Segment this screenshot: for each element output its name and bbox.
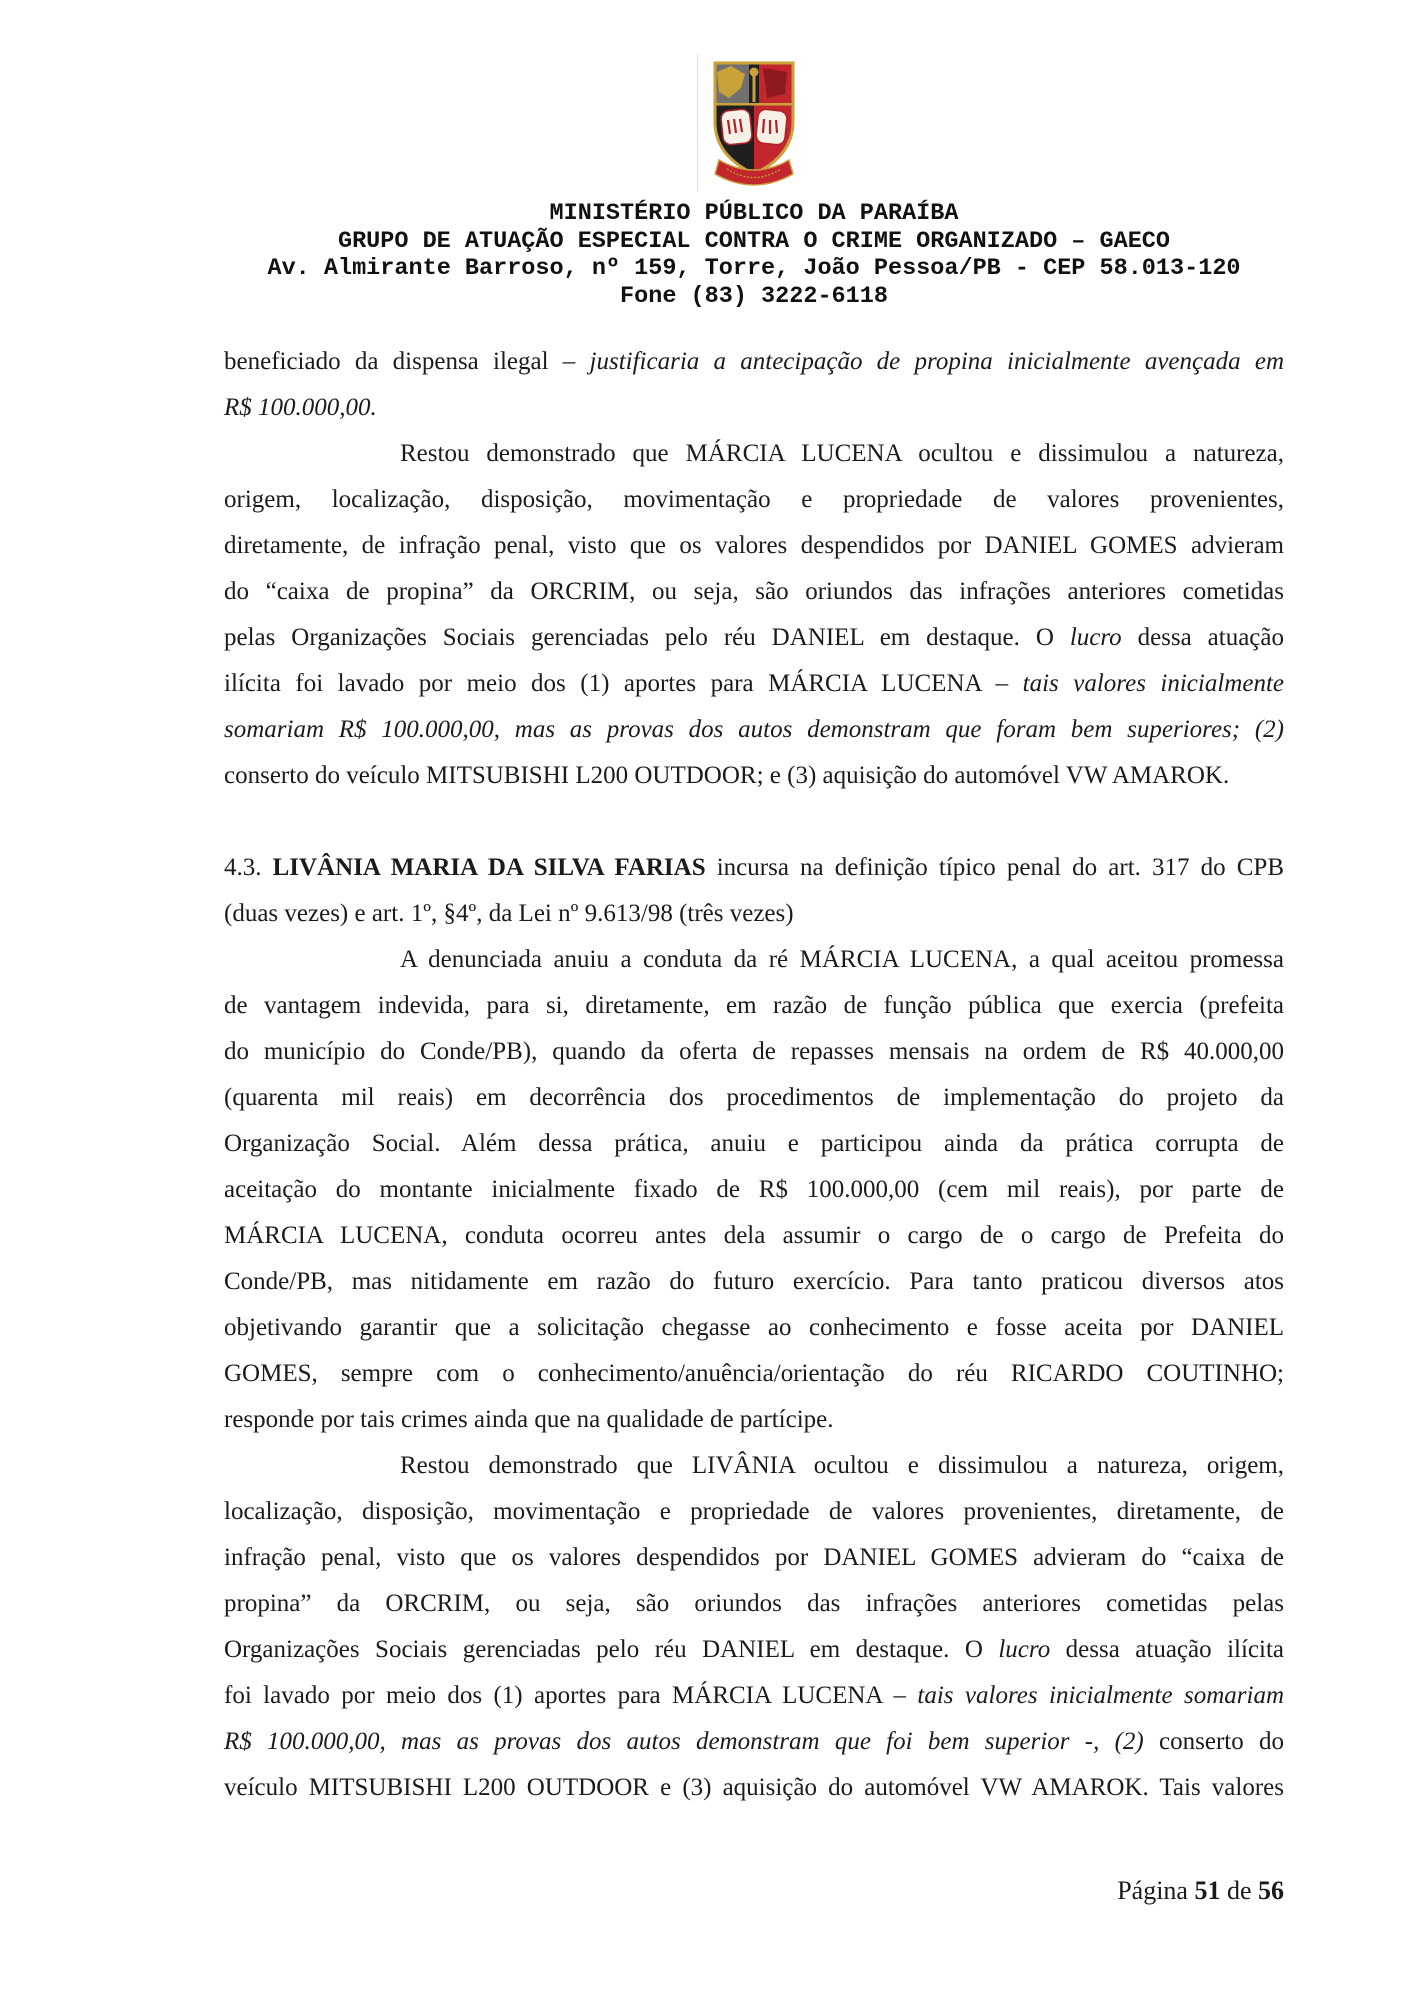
text-line	[224, 569, 1284, 615]
text-run: aceitação do montante inicialmente fixado de R$ 100.000,00 (cem mil reais), por parte de	[224, 1176, 1284, 1203]
italic-text: R$ 100.000,00.	[224, 394, 377, 421]
text-run: diretamente, de infração penal, visto que os valores despendidos por DANIEL GOMES advieram	[224, 532, 1284, 559]
text-run: propina” da ORCRIM, ou seja, são oriundos das infrações anteriores cometidas pelas	[224, 1590, 1284, 1617]
line-text	[224, 1268, 1284, 1295]
text-run: de vantagem indevida, para si, diretamente, em razão de função pública que exercia (prefeita	[224, 992, 1284, 1019]
text-line	[224, 1581, 1284, 1627]
line-text	[224, 1544, 1284, 1571]
line-text	[224, 1728, 1284, 1755]
paragraph-livania-corruption	[224, 937, 1284, 1443]
text-run: pelas Organizações Sociais gerenciadas pelo réu DANIEL em destaque. O	[224, 624, 1070, 651]
text-run: ilícita foi lavado por meio dos (1) aportes para MÁRCIA LUCENA –	[224, 670, 1023, 697]
total-pages: 56	[1258, 1876, 1284, 1905]
line-text	[224, 716, 1284, 743]
italic-text: somariam R$ 100.000,00, mas as provas dos autos demonstram que foram bem superiores; (2)	[224, 716, 1284, 743]
line-text	[224, 762, 1229, 789]
line-text	[224, 1130, 1284, 1157]
text-run: foi lavado por meio dos (1) aportes para MÁRCIA LUCENA –	[224, 1682, 918, 1709]
phone: Fone (83) 3222-6118	[620, 283, 888, 311]
text-run: Conde/PB, mas nitidamente em razão do futuro exercício. Para tanto praticou diversos atos	[224, 1268, 1284, 1295]
bold-text: LIVÂNIA MARIA DA SILVA FARIAS	[272, 854, 706, 881]
text-run: responde por tais crimes ainda que na qualidade de partícipe.	[224, 1406, 834, 1433]
paragraph-livania-laundering	[224, 1443, 1284, 1811]
text-line	[224, 661, 1284, 707]
text-line	[224, 937, 1284, 983]
text-line	[224, 1213, 1284, 1259]
text-line	[224, 1121, 1284, 1167]
page-of: de	[1226, 1876, 1252, 1905]
text-line	[224, 1305, 1284, 1351]
text-line	[224, 615, 1284, 661]
italic-text: R$ 100.000,00, mas as provas dos autos demonstram que foi bem superior -, (2)	[224, 1728, 1144, 1755]
line-text	[224, 486, 1284, 513]
text-line	[224, 431, 1284, 477]
text-line	[224, 707, 1284, 753]
line-text	[400, 946, 1284, 973]
line-text	[224, 348, 1284, 375]
italic-text: lucro	[1069, 624, 1122, 651]
text-line	[224, 1351, 1284, 1397]
text-line	[224, 339, 1284, 385]
text-line	[224, 753, 1284, 799]
text-line	[224, 1535, 1284, 1581]
line-text	[224, 1636, 1284, 1663]
text-line	[224, 1443, 1284, 1489]
italic-text: tais valores inicialmente	[1022, 670, 1284, 697]
line-text	[224, 532, 1284, 559]
paragraph-marcia-laundering	[224, 431, 1284, 799]
text-line	[224, 1397, 1284, 1443]
text-run: MÁRCIA LUCENA, conduta ocorreu antes dela assumir o cargo de o cargo de Prefeita do	[224, 1222, 1284, 1249]
text-run: conserto do	[1143, 1728, 1284, 1755]
line-text	[224, 854, 1284, 881]
text-line	[224, 983, 1284, 1029]
line-text	[224, 1084, 1284, 1111]
text-run: do município do Conde/PB), quando da oferta de repasses mensais na ordem de R$ 40.000,00	[224, 1038, 1284, 1065]
line-text	[224, 1038, 1284, 1065]
italic-text: justificaria a antecipação de propina inicialmente avençada em	[589, 348, 1285, 375]
line-text	[224, 1682, 1284, 1709]
text-line	[224, 1489, 1284, 1535]
text-run: do “caixa de propina” da ORCRIM, ou seja, são oriundos das infrações anteriores cometidas	[224, 578, 1284, 605]
italic-text: lucro	[998, 1636, 1051, 1663]
line-text	[224, 1498, 1284, 1525]
text-run: (duas vezes) e art. 1º, §4º, da Lei nº 9.613/98 (três vezes)	[224, 900, 794, 927]
text-run: dessa atuação	[1121, 624, 1284, 651]
page-label: Página	[1117, 1876, 1188, 1905]
line-text	[224, 1314, 1284, 1341]
line-text	[224, 1774, 1284, 1801]
line-text	[224, 1360, 1284, 1387]
text-run: beneficiado da dispensa ilegal –	[224, 348, 590, 375]
crest-torch	[750, 68, 759, 77]
crest-graphic	[707, 58, 801, 194]
line-text	[224, 1590, 1284, 1617]
crest-tablet-left	[720, 109, 752, 146]
text-line	[224, 1719, 1284, 1765]
text-run: localização, disposição, movimentação e propriedade de valores provenientes, diretamente, de	[224, 1498, 1284, 1525]
line-text	[400, 440, 1284, 467]
text-line	[224, 1029, 1284, 1075]
line-text	[224, 1222, 1284, 1249]
text-run: (quarenta mil reais) em decorrência dos procedimentos de implementação do projeto da	[224, 1084, 1284, 1111]
text-line	[224, 1167, 1284, 1213]
paragraph-continuation	[224, 339, 1284, 431]
text-run: 4.3.	[224, 854, 273, 881]
text-run: infração penal, visto que os valores despendidos por DANIEL GOMES advieram do “caixa de	[224, 1544, 1284, 1571]
address: Av. Almirante Barroso, nº 159, Torre, João Pessoa/PB - CEP 58.013-120	[267, 255, 1241, 283]
crest-tablet-right	[755, 109, 787, 146]
section-heading-4-3	[224, 845, 1284, 937]
text-run: Restou demonstrado que MÁRCIA LUCENA ocultou e dissimulou a natureza,	[400, 440, 1284, 467]
text-line	[224, 477, 1284, 523]
text-run: GOMES, sempre com o conhecimento/anuência/orientação do réu RICARDO COUTINHO;	[224, 1360, 1284, 1387]
line-text	[224, 670, 1284, 697]
line-text	[224, 624, 1284, 651]
text-run: Organizações Sociais gerenciadas pelo réu DANIEL em destaque. O	[224, 1636, 999, 1663]
line-text	[224, 578, 1284, 605]
letterhead	[224, 200, 1284, 311]
text-line	[224, 1075, 1284, 1121]
text-run: A denunciada anuiu a conduta da ré MÁRCIA LUCENA, a qual aceitou promessa	[400, 946, 1284, 973]
text-run: incursa na definição típico penal do art. 317 do CPB	[705, 854, 1284, 881]
text-run: objetivando garantir que a solicitação chegasse ao conhecimento e fosse aceita por DANIEL	[224, 1314, 1284, 1341]
text-line	[224, 385, 1284, 431]
scan-artifact-line	[697, 54, 698, 192]
text-run: Organização Social. Além dessa prática, anuiu e participou ainda da prática corrupta de	[224, 1130, 1284, 1157]
line-text	[224, 394, 377, 421]
document-body	[224, 339, 1284, 1811]
text-run: dessa atuação ilícita	[1050, 1636, 1285, 1663]
unit-name: GRUPO DE ATUAÇÃO ESPECIAL CONTRA O CRIME ORGANIZADO – GAECO	[337, 227, 1171, 255]
text-run: Restou demonstrado que LIVÂNIA ocultou e dissimulou a natureza, origem,	[400, 1452, 1284, 1479]
text-line	[224, 523, 1284, 569]
italic-text: tais valores inicialmente somariam	[917, 1682, 1284, 1709]
page-number	[224, 1870, 1284, 1912]
text-run: origem, localização, disposição, movimentação e propriedade de valores provenientes,	[224, 486, 1284, 513]
text-line	[224, 845, 1284, 891]
institution-name: MINISTÉRIO PÚBLICO DA PARAÍBA	[549, 200, 959, 227]
text-run: veículo MITSUBISHI L200 OUTDOOR e (3) aquisição do automóvel VW AMAROK. Tais valores	[224, 1774, 1284, 1801]
text-line	[224, 1673, 1284, 1719]
text-line	[224, 1765, 1284, 1811]
crest-icon	[707, 58, 801, 194]
line-text	[224, 1406, 834, 1433]
text-line	[224, 1627, 1284, 1673]
current-page: 51	[1194, 1876, 1221, 1905]
line-text	[400, 1452, 1284, 1479]
text-line	[224, 891, 1284, 937]
line-text	[224, 992, 1284, 1019]
text-line	[224, 1259, 1284, 1305]
line-text	[224, 1176, 1284, 1203]
text-run: conserto do veículo MITSUBISHI L200 OUTDOOR; e (3) aquisição do automóvel VW AMAROK.	[224, 762, 1230, 789]
line-text	[224, 900, 794, 927]
